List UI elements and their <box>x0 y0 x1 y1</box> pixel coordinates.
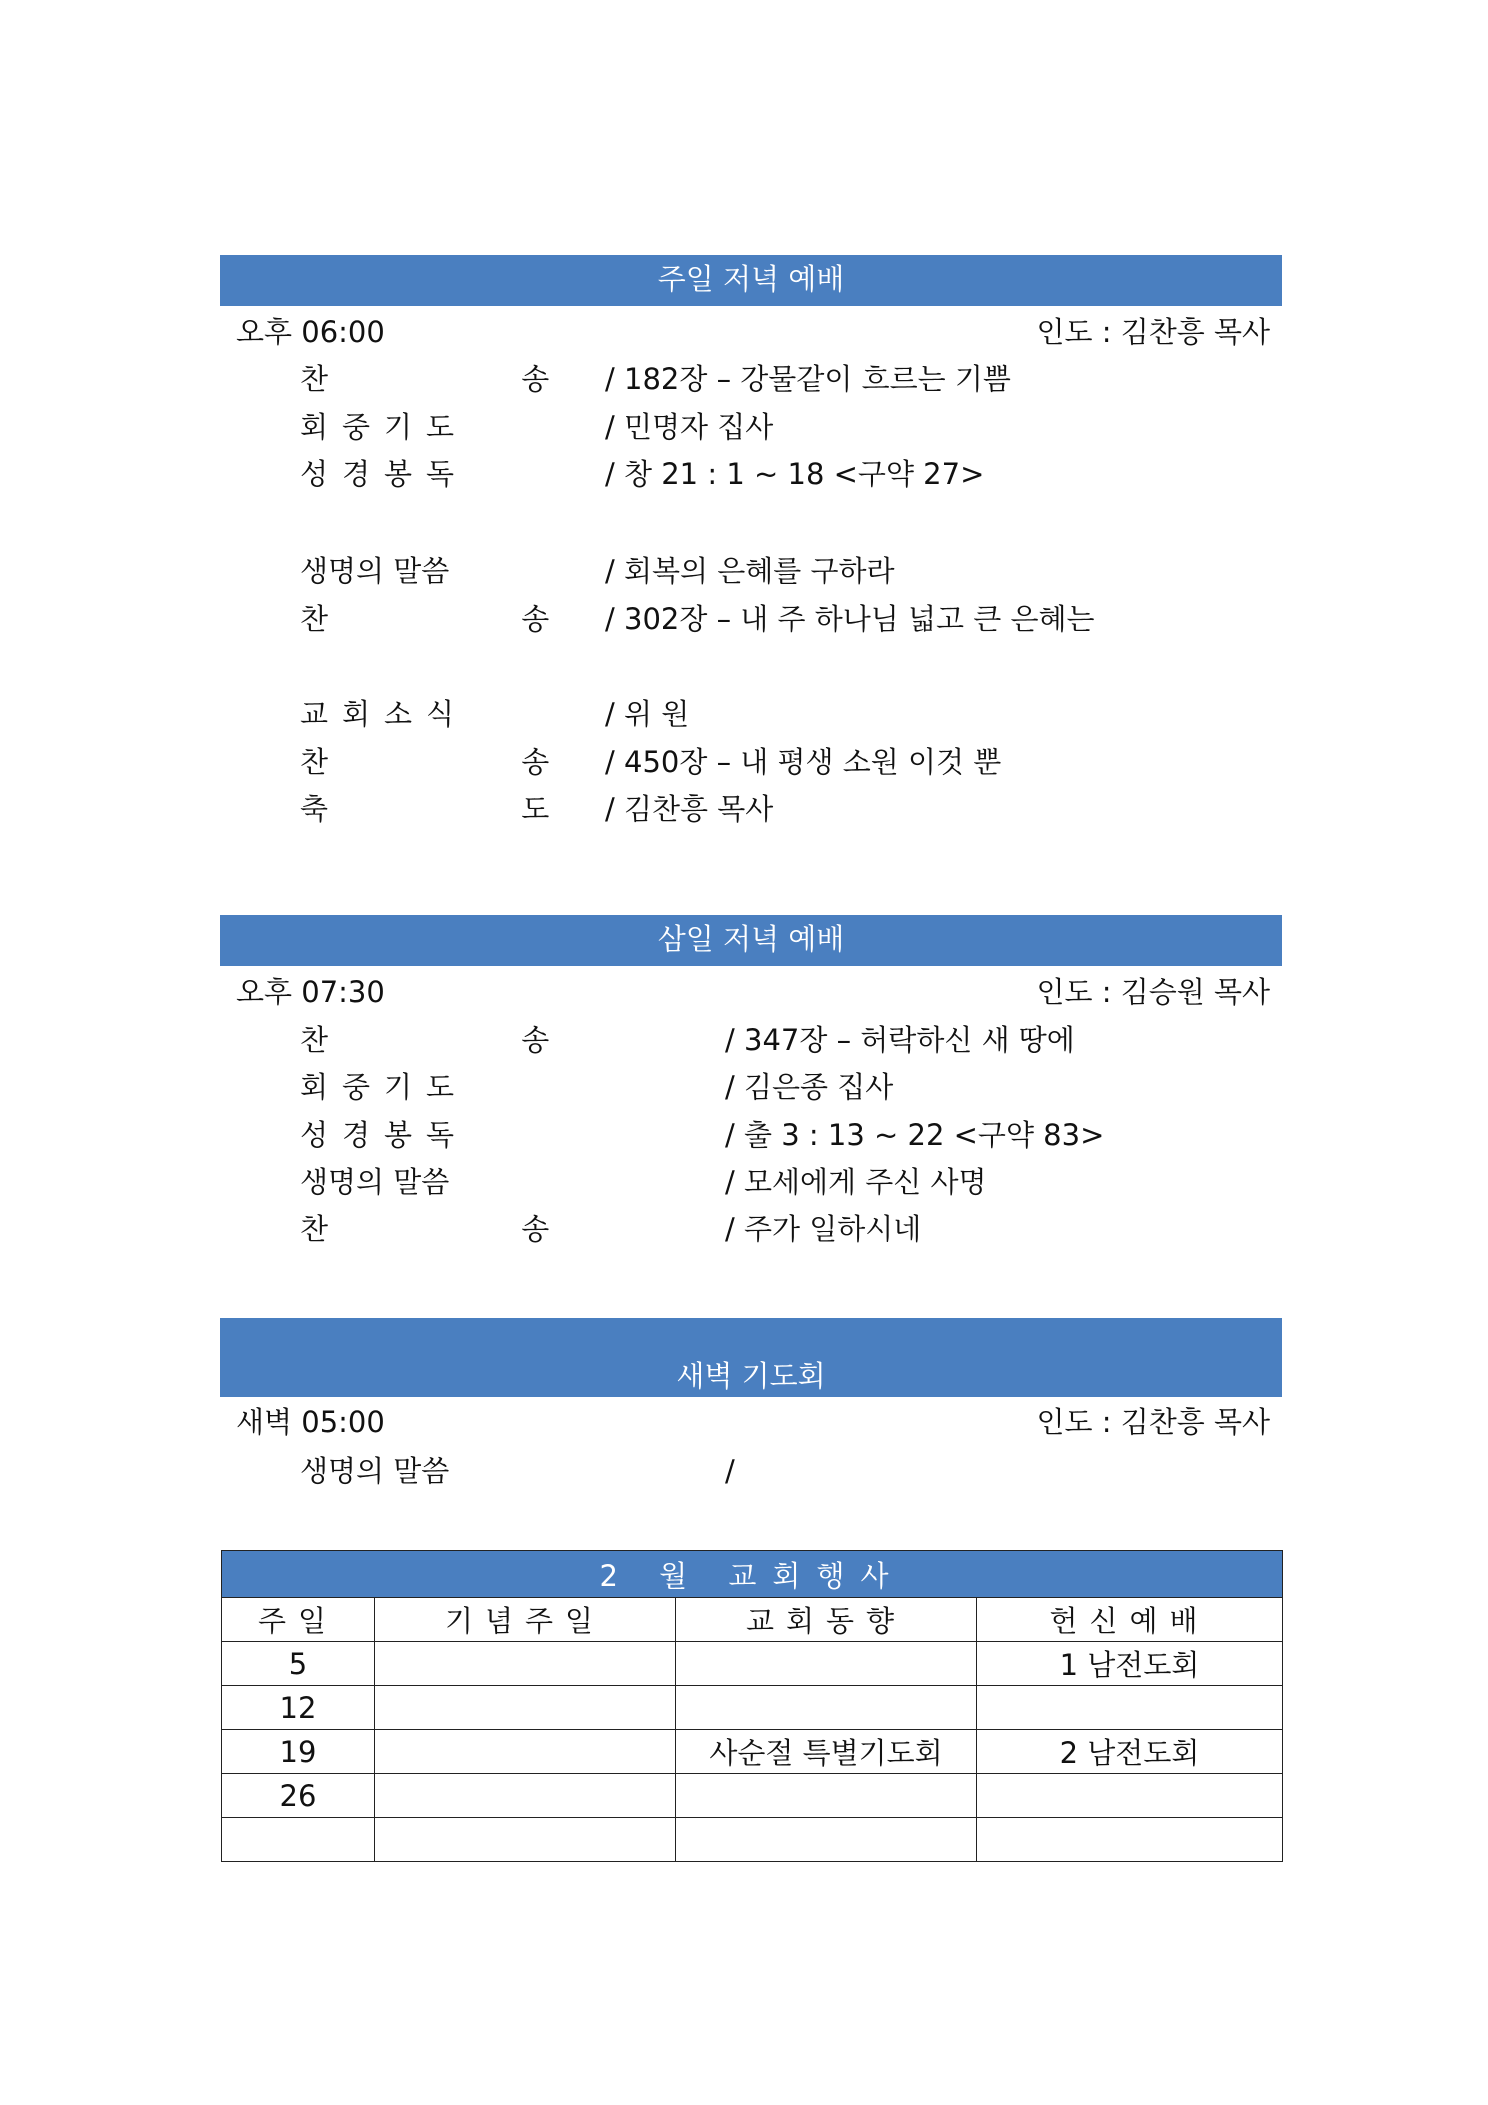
order-label: 생명의 말씀 <box>300 1165 450 1199</box>
section-title-text: 삼일 저녁 예배 <box>657 922 845 956</box>
order-content: / 김찬흥 목사 <box>605 792 774 826</box>
service-leader: 인도 : 김찬흥 목사 <box>1036 315 1270 349</box>
order-content: / 위 원 <box>605 697 690 731</box>
order-label: 회중기도 <box>300 410 469 444</box>
table-cell <box>676 1774 977 1818</box>
table-cell: 2 남전도회 <box>977 1730 1283 1774</box>
table-row <box>222 1774 1283 1818</box>
order-label: 찬 송 <box>300 1023 642 1057</box>
service-time: 오후 06:00 <box>236 315 385 349</box>
table-cell <box>977 1774 1283 1818</box>
service-time: 새벽 05:00 <box>236 1405 385 1439</box>
section-title <box>220 255 1282 306</box>
order-content: / 모세에게 주신 사명 <box>725 1165 987 1199</box>
table-cell <box>375 1642 676 1686</box>
service-leader: 인도 : 김찬흥 목사 <box>1036 1405 1270 1439</box>
order-label: 성경봉독 <box>300 457 469 491</box>
table-cell: 19 <box>222 1730 375 1774</box>
table-cell <box>977 1818 1283 1862</box>
order-label: 축 도 <box>300 792 642 826</box>
table-cell: 사순절 특별기도회 <box>676 1730 977 1774</box>
events-table <box>221 1550 1283 1862</box>
order-label: 생명의 말씀 <box>300 1454 450 1488</box>
table-cell: 12 <box>222 1686 375 1730</box>
order-label: 찬 송 <box>300 602 642 636</box>
order-content: / 회복의 은혜를 구하라 <box>605 554 895 588</box>
order-content: / 출 3 : 13 ~ 22 <구약 83> <box>725 1118 1105 1152</box>
order-content: / 302장 – 내 주 하나님 넓고 큰 은혜는 <box>605 602 1095 636</box>
order-content: / 450장 – 내 평생 소원 이것 뿐 <box>605 745 1002 779</box>
order-content: / 민명자 집사 <box>605 410 774 444</box>
table-cell <box>375 1774 676 1818</box>
table-cell <box>977 1686 1283 1730</box>
order-label: 찬 송 <box>300 362 642 396</box>
header-church-news: 교회동향 <box>676 1598 977 1642</box>
service-leader: 인도 : 김승원 목사 <box>1036 975 1270 1009</box>
events-title: 2 월 교회행사 <box>222 1551 1283 1598</box>
header-memorial: 기념주일 <box>375 1598 676 1642</box>
table-cell <box>222 1818 375 1862</box>
table-cell <box>375 1730 676 1774</box>
table-cell: 1 남전도회 <box>977 1642 1283 1686</box>
section-title-text: 주일 저녁 예배 <box>657 262 845 296</box>
header-devotion: 헌신예배 <box>977 1598 1283 1642</box>
order-label: 회중기도 <box>300 1070 469 1104</box>
order-label: 교회소식 <box>300 697 469 731</box>
service-time: 오후 07:30 <box>236 975 385 1009</box>
table-cell <box>676 1686 977 1730</box>
events-header-row <box>222 1598 1283 1642</box>
order-label: 찬 송 <box>300 745 642 779</box>
table-row <box>222 1818 1283 1862</box>
order-content: / 김은종 집사 <box>725 1070 894 1104</box>
wednesday-evening-section <box>220 915 1282 1255</box>
table-cell <box>375 1686 676 1730</box>
order-label: 성경봉독 <box>300 1118 469 1152</box>
order-content: / 347장 – 허락하신 새 땅에 <box>725 1023 1075 1057</box>
sunday-evening-section <box>220 255 1282 845</box>
order-label: 찬 송 <box>300 1212 642 1246</box>
table-cell <box>676 1818 977 1862</box>
section-title <box>220 915 1282 966</box>
order-label: 생명의 말씀 <box>300 554 450 588</box>
order-content: / 창 21 : 1 ~ 18 <구약 27> <box>605 457 985 491</box>
order-content: / 182장 – 강물같이 흐르는 기쁨 <box>605 362 1011 396</box>
order-content: / 주가 일하시네 <box>725 1212 922 1246</box>
table-cell <box>676 1642 977 1686</box>
order-content: / <box>725 1454 735 1488</box>
table-row <box>222 1642 1283 1686</box>
table-row <box>222 1686 1283 1730</box>
section-title-text: 새벽 기도회 <box>676 1359 826 1393</box>
header-sunday: 주일 <box>222 1598 375 1642</box>
table-row <box>222 1730 1283 1774</box>
section-title <box>220 1318 1282 1397</box>
table-cell: 5 <box>222 1642 375 1686</box>
table-cell: 26 <box>222 1774 375 1818</box>
table-cell <box>375 1818 676 1862</box>
dawn-prayer-section <box>220 1318 1282 1493</box>
